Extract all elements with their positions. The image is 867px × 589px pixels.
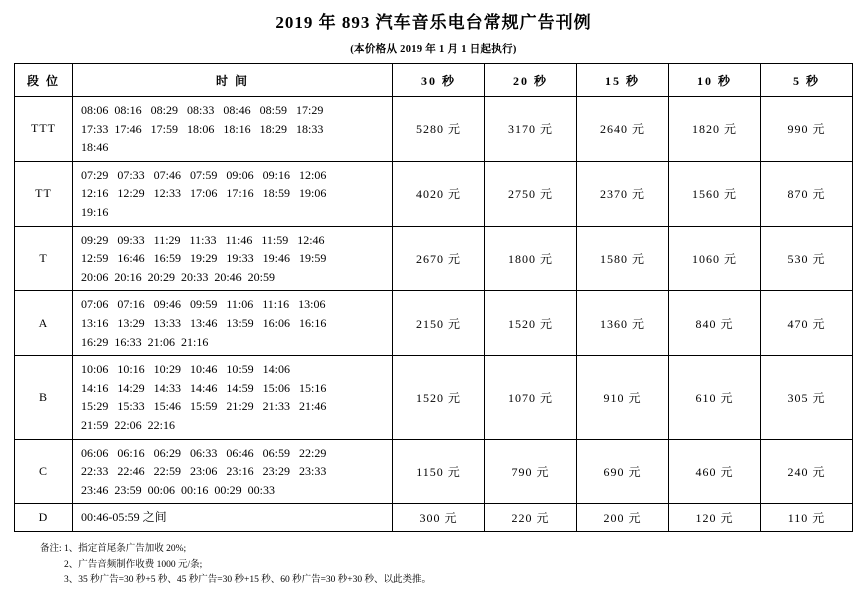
price-30s: 1150 元 bbox=[393, 439, 485, 504]
price-10s: 1560 元 bbox=[669, 161, 761, 226]
price-10s: 460 元 bbox=[669, 439, 761, 504]
segment-cell: T bbox=[15, 226, 73, 291]
notes-label: 备注: bbox=[40, 543, 62, 554]
price-15s: 2370 元 bbox=[577, 161, 669, 226]
time-cell bbox=[73, 291, 393, 356]
table-row bbox=[15, 439, 853, 504]
time-line: 14:16 14:29 14:33 14:46 14:59 15:06 15:16 bbox=[81, 380, 327, 395]
time-line: 12:59 16:46 16:59 19:29 19:33 19:46 19:59 bbox=[81, 251, 327, 266]
price-5s: 470 元 bbox=[761, 291, 853, 356]
price-5s: 110 元 bbox=[761, 504, 853, 532]
price-15s: 200 元 bbox=[577, 504, 669, 532]
price-10s: 1060 元 bbox=[669, 226, 761, 291]
table-row bbox=[15, 291, 853, 356]
time-line: 23:46 23:59 00:06 00:16 00:29 00:33 bbox=[81, 482, 276, 497]
note-line: 3、35 秒广告=30 秒+5 秒、45 秒广告=30 秒+15 秒、60 秒广告=30 秒+30 秒、以此类推。 bbox=[64, 575, 432, 586]
notes-block bbox=[40, 542, 853, 589]
note-line: 1、指定首尾条广告加收 20%; bbox=[64, 543, 187, 554]
time-cell bbox=[73, 161, 393, 226]
time-line: 21:59 22:06 22:16 bbox=[81, 417, 176, 432]
segment-cell: C bbox=[15, 439, 73, 504]
time-line: 15:29 15:33 15:46 15:59 21:29 21:33 21:46 bbox=[81, 399, 327, 414]
column-header-20s: 20 秒 bbox=[485, 64, 577, 97]
price-5s: 870 元 bbox=[761, 161, 853, 226]
column-header-10s: 10 秒 bbox=[669, 64, 761, 97]
table-row bbox=[15, 504, 853, 532]
table-header-row bbox=[15, 64, 853, 97]
price-30s: 2150 元 bbox=[393, 291, 485, 356]
time-line: 22:33 22:46 22:59 23:06 23:16 23:29 23:33 bbox=[81, 464, 327, 479]
price-20s: 790 元 bbox=[485, 439, 577, 504]
column-header-15s: 15 秒 bbox=[577, 64, 669, 97]
segment-cell: TT bbox=[15, 161, 73, 226]
time-cell bbox=[73, 97, 393, 162]
rate-card-page bbox=[0, 8, 867, 586]
time-line: 20:06 20:16 20:29 20:33 20:46 20:59 bbox=[81, 269, 276, 284]
time-line: 17:33 17:46 17:59 18:06 18:16 18:29 18:33 bbox=[81, 121, 324, 136]
segment-cell: B bbox=[15, 356, 73, 439]
time-line: 13:16 13:29 13:33 13:46 13:59 16:06 16:16 bbox=[81, 315, 327, 330]
time-line: 10:06 10:16 10:29 10:46 10:59 14:06 bbox=[81, 362, 291, 377]
time-cell bbox=[73, 356, 393, 439]
price-5s: 990 元 bbox=[761, 97, 853, 162]
segment-cell: TTT bbox=[15, 97, 73, 162]
time-line: 18:46 bbox=[81, 140, 109, 155]
rate-table bbox=[14, 63, 853, 532]
price-15s: 2640 元 bbox=[577, 97, 669, 162]
table-row bbox=[15, 226, 853, 291]
column-header-segment: 段 位 bbox=[15, 64, 73, 97]
table-row bbox=[15, 97, 853, 162]
price-10s: 120 元 bbox=[669, 504, 761, 532]
price-20s: 2750 元 bbox=[485, 161, 577, 226]
notes-lines bbox=[64, 542, 431, 589]
price-10s: 1820 元 bbox=[669, 97, 761, 162]
price-15s: 1360 元 bbox=[577, 291, 669, 356]
page-title: 2019 年 893 汽车音乐电台常规广告刊例 bbox=[275, 13, 592, 32]
price-30s: 300 元 bbox=[393, 504, 485, 532]
price-15s: 690 元 bbox=[577, 439, 669, 504]
time-line: 00:46-05:59 之间 bbox=[81, 510, 167, 525]
time-cell bbox=[73, 504, 393, 532]
time-line: 19:16 bbox=[81, 204, 109, 219]
price-20s: 1070 元 bbox=[485, 356, 577, 439]
price-20s: 1800 元 bbox=[485, 226, 577, 291]
price-30s: 1520 元 bbox=[393, 356, 485, 439]
time-line: 09:29 09:33 11:29 11:33 11:46 11:59 12:46 bbox=[81, 232, 325, 247]
segment-cell: A bbox=[15, 291, 73, 356]
price-5s: 240 元 bbox=[761, 439, 853, 504]
price-20s: 1520 元 bbox=[485, 291, 577, 356]
table-body bbox=[15, 97, 853, 532]
time-line: 12:16 12:29 12:33 17:06 17:16 18:59 19:06 bbox=[81, 186, 327, 201]
note-line: 2、广告音频制作收费 1000 元/条; bbox=[64, 559, 203, 570]
column-header-time: 时 间 bbox=[73, 64, 393, 97]
price-30s: 4020 元 bbox=[393, 161, 485, 226]
time-line: 07:06 07:16 09:46 09:59 11:06 11:16 13:06 bbox=[81, 297, 326, 312]
price-30s: 2670 元 bbox=[393, 226, 485, 291]
time-line: 08:06 08:16 08:29 08:33 08:46 08:59 17:29 bbox=[81, 103, 324, 117]
time-line: 06:06 06:16 06:29 06:33 06:46 06:59 22:29 bbox=[81, 445, 327, 460]
time-cell bbox=[73, 226, 393, 291]
price-5s: 530 元 bbox=[761, 226, 853, 291]
table-header bbox=[15, 64, 853, 97]
price-5s: 305 元 bbox=[761, 356, 853, 439]
segment-cell: D bbox=[15, 504, 73, 532]
page-subtitle: (本价格从 2019 年 1 月 1 日起执行) bbox=[350, 44, 517, 55]
price-10s: 610 元 bbox=[669, 356, 761, 439]
column-header-30s: 30 秒 bbox=[393, 64, 485, 97]
time-line: 16:29 16:33 21:06 21:16 bbox=[81, 334, 209, 349]
table-row bbox=[15, 356, 853, 439]
price-20s: 3170 元 bbox=[485, 97, 577, 162]
table-row bbox=[15, 161, 853, 226]
price-20s: 220 元 bbox=[485, 504, 577, 532]
column-header-5s: 5 秒 bbox=[761, 64, 853, 97]
price-10s: 840 元 bbox=[669, 291, 761, 356]
time-line: 07:29 07:33 07:46 07:59 09:06 09:16 12:06 bbox=[81, 167, 327, 182]
price-15s: 910 元 bbox=[577, 356, 669, 439]
time-cell bbox=[73, 439, 393, 504]
price-30s: 5280 元 bbox=[393, 97, 485, 162]
price-15s: 1580 元 bbox=[577, 226, 669, 291]
